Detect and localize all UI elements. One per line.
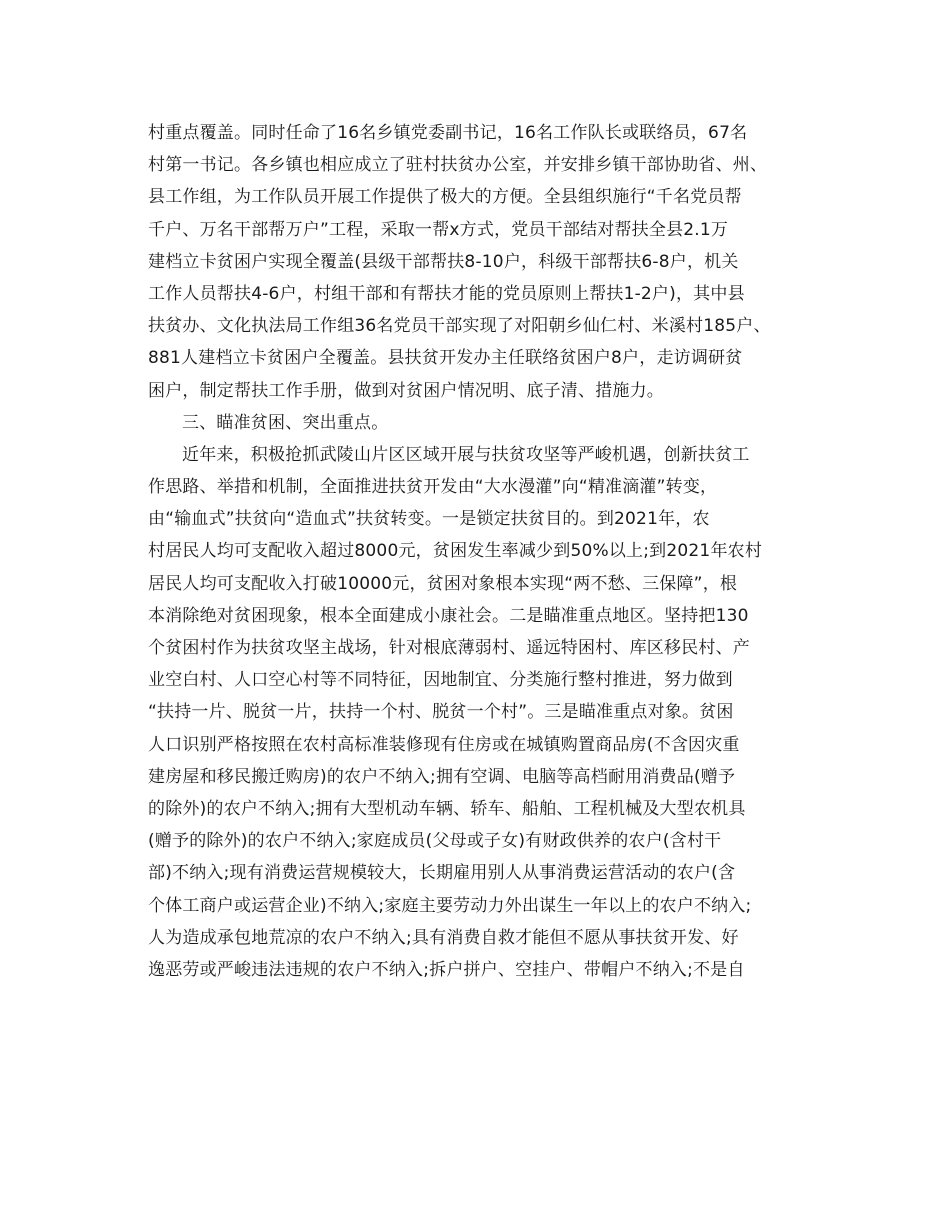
text-line: 个贫困村作为扶贫攻坚主战场，针对根底薄弱村、遥远特困村、库区移民村、产: [148, 638, 750, 658]
text-line: 村居民人均可支配收入超过8000元，贫困发生率减少到50%以上;到2021年农村: [148, 541, 763, 562]
text-line: 居民人均可支配收入打破10000元，贫困对象根本实现“两不愁、三保障”，根: [148, 573, 738, 594]
text-line: 业空白村、人口空心村等不同特征，因地制宜、分类施行整村推进，努力做到: [148, 670, 733, 691]
paragraph-first-line: 近年来，积极抢抓武陵山片区区域开展与扶贫攻坚等严峻机遇，创新扶贫工: [182, 444, 750, 465]
text-line: 千户、万名干部帮万户”工程，采取一帮x方式，党员干部结对帮扶全县2.1万: [148, 219, 729, 240]
text-line: 村第一书记。各乡镇也相应成立了驻村扶贫办公室，并安排乡镇干部协助省、州、: [148, 155, 768, 176]
section-heading: 三、瞄准贫困、突出重点。: [182, 412, 389, 433]
text-line: 人为造成承包地荒凉的农户不纳入;具有消费自救才能但不愿从事扶贫开发、好: [148, 927, 739, 948]
document-body: [148, 117, 804, 986]
text-line: 部)不纳入;现有消费运营规模较大，长期雇用别人从事消费运营活动的农户(含: [148, 863, 736, 884]
text-line: 881人建档立卡贫困户全覆盖。县扶贫开发办主任联络贫困户8户，走访调研贫: [148, 348, 743, 369]
text-line: 困户，制定帮扶工作手册，做到对贫困户情况明、底子清、措施力。: [148, 380, 664, 401]
text-line: 工作人员帮扶4-6户，村组干部和有帮扶才能的党员原则上帮扶1-2户)，其中县: [148, 283, 745, 304]
text-line: 县工作组，为工作队员开展工作提供了极大的方便。全县组织施行“千名党员帮: [148, 187, 742, 208]
text-line: 人口识别严格按照在农村高标准装修现有住房或在城镇购置商品房(不含因灾重: [148, 734, 740, 755]
text-line: 的除外)的农户不纳入;拥有大型机动车辆、轿车、船舶、工程机械及大型农机具: [148, 798, 746, 819]
text-line: 建档立卡贫困户实现全覆盖(县级干部帮扶8-10户，科级干部帮扶6-8户，机关: [148, 251, 739, 272]
text-line: 个体工商户或运营企业)不纳入;家庭主要劳动力外出谋生一年以上的农户不纳入;: [148, 895, 752, 916]
text-line: 由“输血式”扶贫向“造血式”扶贫转变。一是锁定扶贫目的。到2021年，农: [148, 509, 710, 530]
text-line: “扶持一片、脱贫一片，扶持一个村、脱贫一个村”。三是瞄准重点对象。贫困: [148, 702, 734, 723]
text-line: (赠予的除外)的农户不纳入;家庭成员(父母或子女)有财政供养的农户(含村干: [148, 831, 722, 852]
text-line: 本消除绝对贫困现象，根本全面建成小康社会。二是瞄准重点地区。坚持把130: [148, 605, 749, 626]
text-line: 扶贫办、文化执法局工作组36名党员干部实现了对阳朝乡仙仁村、米溪村185户、: [148, 316, 771, 337]
text-line: 村重点覆盖。同时任命了16名乡镇党委副书记，16名工作队长或联络员，67名: [148, 123, 748, 143]
text-line: 逸恶劳或严峻违法违规的农户不纳入;拆户拼户、空挂户、带帽户不纳入;不是自: [148, 959, 745, 980]
text-line: 作思路、举措和机制，全面推进扶贫开发由“大水漫灌”向“精准滴灌”转变，: [148, 477, 718, 498]
text-line: 建房屋和移民搬迁购房)的农户不纳入;拥有空调、电脑等高档耐用消费品(赠予: [148, 766, 736, 787]
